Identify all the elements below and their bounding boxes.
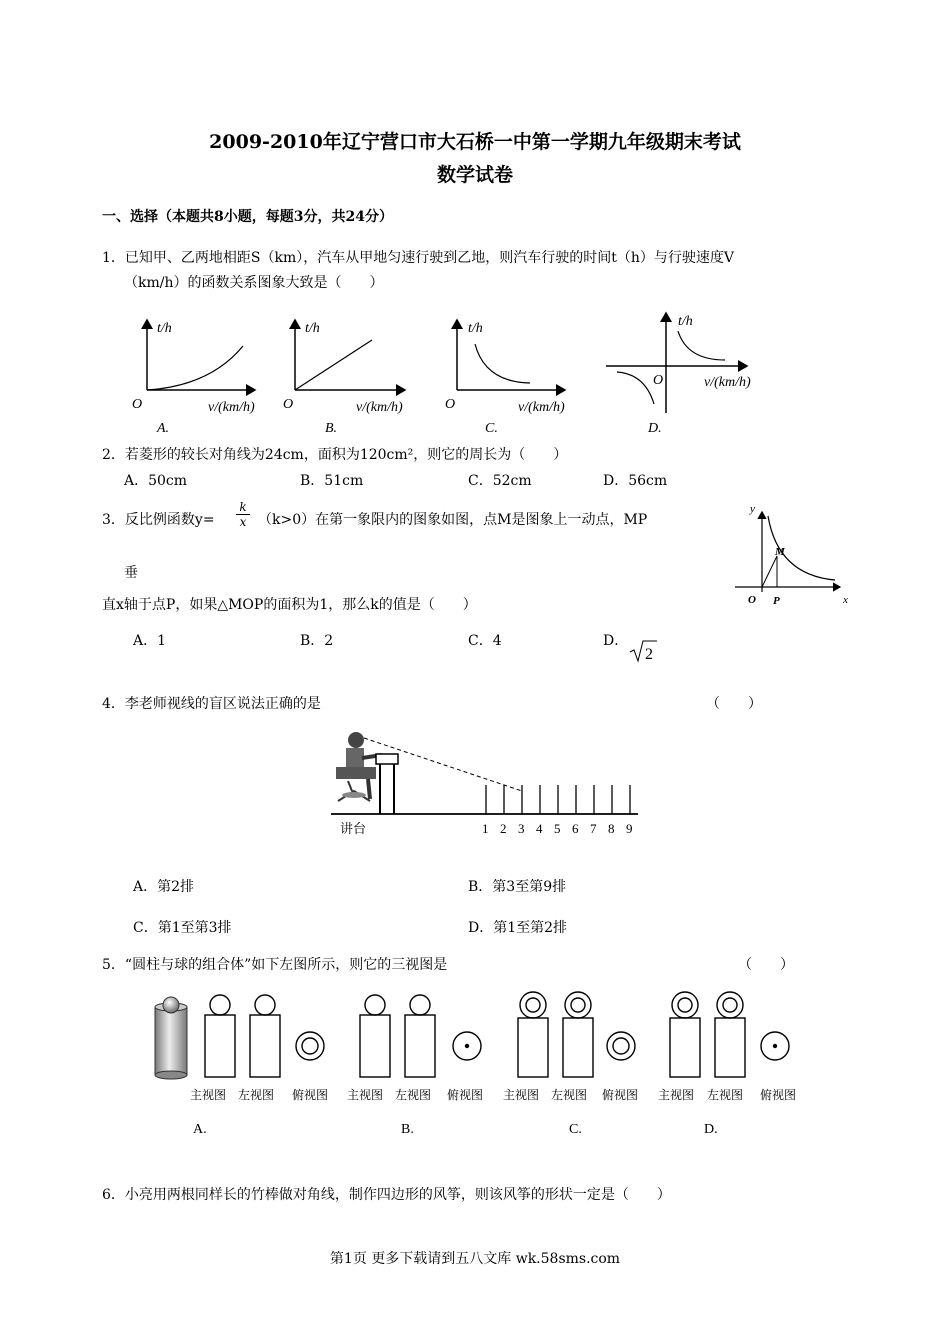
- q1-a-origin: O: [132, 397, 143, 412]
- q3-option-a: A．1: [133, 633, 167, 649]
- teacher-figure: [336, 732, 382, 801]
- q1-b-v-label: v/(km/h): [356, 400, 403, 415]
- q3-stem-d: 直x轴于点P，如果△MOP的面积为1，那么k的值是（ ）: [102, 597, 477, 613]
- q1-d-v-label: v/(km/h): [704, 375, 751, 390]
- view-label-top: 俯视图: [292, 1088, 329, 1102]
- q5-figure: [145, 985, 815, 1145]
- q3-sqrt-value: 2: [645, 646, 653, 663]
- q1-a-t-label: t/h: [157, 321, 172, 336]
- q2-stem: 2．若菱形的较长对角线为24cm，面积为120cm²，则它的周长为（ ）: [102, 447, 568, 463]
- q2-option-c: C．52cm: [468, 473, 532, 489]
- q1-c-v-label: v/(km/h): [518, 400, 565, 415]
- q5-stem: 5．“圆柱与球的组合体”如下左图所示，则它的三视图是: [102, 957, 448, 973]
- q2-option-d: D．56cm: [603, 473, 668, 489]
- q3-stem-a: 3．反比例函数y=: [102, 512, 215, 528]
- q3-figure: [730, 500, 860, 610]
- q6-stem: 6．小亮用两根同样长的竹棒做对角线，制作四边形的风筝，则该风筝的形状一定是（ ）: [102, 1187, 671, 1203]
- q3-sqrt-symbol: [628, 638, 658, 664]
- q3-stem-c: 垂: [124, 565, 138, 581]
- view-label-left: 左视图: [395, 1088, 432, 1102]
- view-label-top: 俯视图: [760, 1088, 797, 1102]
- q1-c-option-label: C.: [485, 421, 498, 436]
- q4-option-a: A．第2排: [133, 879, 195, 895]
- row-number: 8: [608, 821, 615, 836]
- q3-option-c: C．4: [468, 633, 502, 649]
- q4-option-c: C．第1至第3排: [133, 920, 232, 936]
- view-label-front: 主视图: [190, 1088, 227, 1102]
- view-label-top: 俯视图: [447, 1088, 484, 1102]
- q3-fig-y-label: y: [750, 503, 755, 515]
- q3-stem-b: （k>0）在第一象限内的图象如图，点M是图象上一动点，MP: [258, 512, 648, 528]
- row-number: 2: [500, 821, 507, 836]
- q1-graph-d: [606, 313, 751, 436]
- view-label-left: 左视图: [707, 1088, 744, 1102]
- q4-answer-paren: （ ）: [706, 696, 762, 712]
- q5-option-c-views: [518, 992, 635, 1077]
- podium-desk: [376, 754, 398, 814]
- q3-fig-x-label: x: [843, 594, 848, 606]
- row-number: 5: [554, 821, 561, 836]
- q1-d-option-label: D.: [648, 421, 662, 436]
- row-number: 1: [482, 821, 489, 836]
- q2-option-b: B．51cm: [300, 473, 364, 489]
- document-title: 2009-2010年辽宁营口市大石桥一中第一学期九年级期末考试: [209, 131, 741, 153]
- q5-option-b-label: B.: [401, 1122, 414, 1137]
- section-heading: 一、选择（本题共8小题，每题3分，共24分）: [102, 209, 393, 225]
- q1-b-option-label: B.: [325, 421, 338, 436]
- q5-option-d-views: [670, 992, 789, 1077]
- view-label-left: 左视图: [238, 1088, 275, 1102]
- q3-option-d: D．: [603, 633, 629, 649]
- q3-option-b: B．2: [300, 633, 334, 649]
- row-number: 6: [572, 821, 579, 836]
- q3-fig-origin: O: [748, 594, 756, 606]
- q1-graphs: [100, 308, 800, 438]
- q5-option-a-views: [205, 995, 324, 1077]
- q3-fraction-numerator: k: [236, 500, 250, 515]
- q5-option-a-label: A.: [193, 1122, 207, 1137]
- q1-a-v-label: v/(km/h): [208, 400, 255, 415]
- cylinder-sphere-solid: [155, 997, 187, 1079]
- podium-label: 讲台: [340, 821, 367, 836]
- q4-figure: [326, 725, 646, 845]
- q5-option-d-label: D.: [704, 1122, 718, 1137]
- q3-fraction-denominator: x: [239, 515, 247, 529]
- q1-d-origin: O: [653, 373, 664, 388]
- row-posts: [486, 785, 630, 814]
- q3-fig-p-label: P: [773, 595, 780, 607]
- page-footer: 第1页 更多下载请到五八文库 wk.58sms.com: [329, 1251, 621, 1267]
- q4-option-b: B．第3至第9排: [468, 879, 567, 895]
- row-number: 9: [626, 821, 633, 836]
- q4-stem: 4．李老师视线的盲区说法正确的是: [102, 696, 321, 712]
- q1-b-origin: O: [283, 397, 294, 412]
- view-label-front: 主视图: [503, 1088, 540, 1102]
- q5-answer-paren: （ ）: [738, 957, 794, 973]
- q3-fig-m-label: M: [775, 546, 785, 558]
- row-number: 7: [590, 821, 597, 836]
- view-label-top: 俯视图: [602, 1088, 639, 1102]
- q2-option-a: A．50cm: [124, 473, 188, 489]
- row-number: 3: [518, 821, 525, 836]
- q1-graph-c: [445, 320, 565, 436]
- q4-option-d: D．第1至第2排: [468, 920, 568, 936]
- q1-c-origin: O: [445, 397, 456, 412]
- q1-stem-line1: 1．已知甲、乙两地相距S（km），汽车从甲地匀速行驶到乙地，则汽车行驶的时间t（h）与行驶速度V: [102, 250, 735, 266]
- q1-a-option-label: A.: [157, 421, 170, 436]
- q1-c-t-label: t/h: [468, 321, 483, 336]
- q5-option-b-views: [360, 995, 481, 1077]
- view-label-left: 左视图: [551, 1088, 588, 1102]
- q1-stem-line2: （km/h）的函数关系图象大致是（ ）: [124, 275, 384, 291]
- q1-b-t-label: t/h: [305, 321, 320, 336]
- view-label-front: 主视图: [658, 1088, 695, 1102]
- q1-d-t-label: t/h: [678, 314, 693, 329]
- q1-graph-a: [132, 320, 255, 436]
- view-label-front: 主视图: [347, 1088, 384, 1102]
- q1-graph-b: [283, 320, 405, 436]
- row-number: 4: [536, 821, 543, 836]
- document-subtitle: 数学试卷: [436, 164, 513, 186]
- q5-option-c-label: C.: [569, 1122, 582, 1137]
